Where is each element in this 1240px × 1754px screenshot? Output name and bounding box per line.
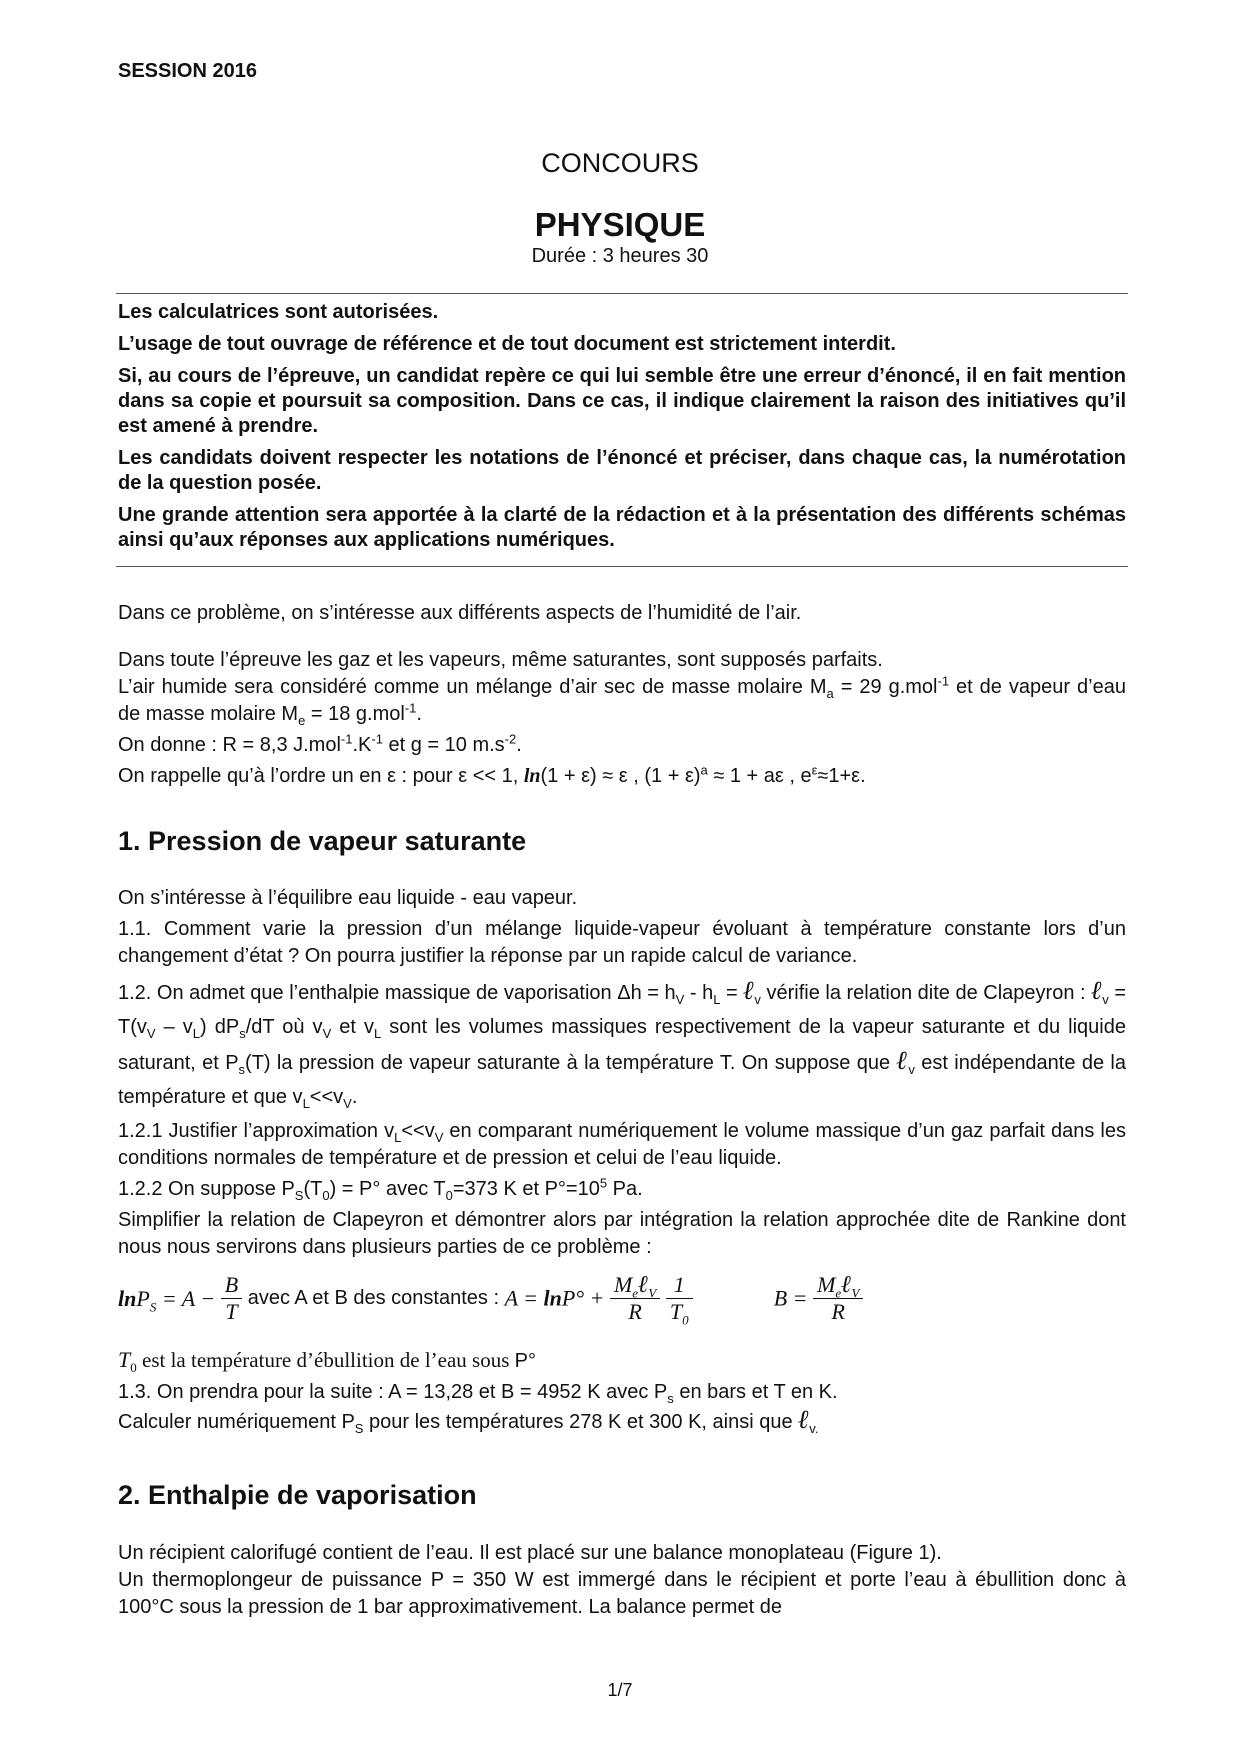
question-1-1: 1.1. Comment varie la pression d’un mélange liquide-vapeur évoluant à température constante lors d’un changement d’état ? On pourra justifier la réponse par un rapide calcul de variance. xyxy=(118,918,1126,967)
s2-paragraph-1: Un récipient calorifugé contient de l’eau. Il est placé sur une balance monoplateau (Figure 1). xyxy=(118,1542,942,1564)
intro-approximations: On rappelle qu’à l’ordre un en ε : pour ε << 1, ln(1 + ε) ≈ ε , $(1 + \varepsilon)^a \approx 1 + a\varepsilon$ , $e^\varepsilon\approx 1+\varepsilon$. xyxy=(118,762,866,787)
fraction-b-over-t: $\frac{B}{T}$ xyxy=(221,1272,242,1325)
t0-definition: $T_0$ est la température d’ébullition de l’eau sous P° xyxy=(118,1347,536,1375)
instructions-block xyxy=(118,300,1126,560)
section-2-title: 2. Enthalpie de vaporisation xyxy=(118,1480,477,1510)
fraction-1-over-t0: $\frac{1}{T_0}$ xyxy=(666,1272,693,1325)
s2-paragraph-2: Un thermoplongeur de puissance P = 350 W est immergé dans le récipient et porte l’eau à ébullition donc à 100°C sous la pression de 1 bar approximativement. La balance permet de xyxy=(118,1569,1126,1618)
page-number: 1/7 xyxy=(607,1680,633,1700)
intro-paragraph-1: Dans ce problème, on s’intéresse aux différents aspects de l’humidité de l’air. xyxy=(118,602,802,624)
intro-block xyxy=(118,600,1126,790)
concours-title: CONCOURS xyxy=(541,148,699,178)
session-label: SESSION 2016 xyxy=(118,60,257,82)
question-1-2: 1.2. On admet que l’enthalpie massique de vaporisation $\Delta h = h_V - h_L$ = ℓ$_v$ vérifie la relation dite de Clapeyron : ℓ$_v$ = $T(v_V - v_L)$ $dP_s/dT$ où $v_V$ et $v_L$ sont les volumes massiques respectivement de la vapeur saturante et du liquide saturant, et $P_s(T)$ la pression de vapeur saturante à la température T. On suppose que ℓ$_v$ est indépendante de la température et que $v_L<<v_V$. xyxy=(118,976,1127,1111)
intro-paragraph-3: L’air humide sera considéré comme un mélange d’air sec de masse molaire $M_a = 29$ g.mol$^{-1}$ et de vapeur d’eau de masse molaire $M_e = 18$ g.mol$^{-1}$. xyxy=(118,673,1126,728)
section-2-body xyxy=(118,1540,1126,1621)
rankine-formula: lnP$_S$ = A − $\frac{B}{T}$ avec A et B des constantes : A = lnP° + $\frac{M_e\ell_V}{R}$ $\frac{1}{T_0}$ B = $\frac{M_e\ell_V}{R}$ xyxy=(118,1272,1126,1336)
question-1-3: 1.3. On prendra pour la suite : A = 13,28 et B = 4952 K avec $P_s$ en bars et T en K. xyxy=(118,1381,838,1406)
instruction-notations: Les candidats doivent respecter les notations de l’énoncé et préciser, dans chaque cas, la numérotation de la question posée. xyxy=(118,447,1126,494)
instruction-errors: Si, au cours de l’épreuve, un candidat repère ce qui lui semble être une erreur d’énoncé, il en fait mention dans sa copie et poursuit sa composition. Dans ce cas, il indique clairement la raison des initiatives qu’il est amené à prendre. xyxy=(118,365,1126,437)
instruction-documents: L’usage de tout ouvrage de référence et de tout document est strictement interdit. xyxy=(118,333,896,355)
top-rule xyxy=(116,293,1128,294)
section-1-body xyxy=(118,885,1126,1261)
question-1-2-2: 1.2.2 On suppose $P_S(T_0) = P^\circ$ avec $T_0=373$ K et $P^\circ=10^5$ Pa. xyxy=(118,1175,643,1203)
intro-paragraph-2: Dans toute l’épreuve les gaz et les vapeurs, même saturantes, sont supposés parfaits. xyxy=(118,649,883,671)
fraction-me-lv-over-r: $\frac{M_e\ell_V}{R}$ xyxy=(610,1272,660,1325)
fraction-b-definition: $\frac{M_e\ell_V}{R}$ xyxy=(813,1272,863,1325)
question-1-2-1: 1.2.1 Justifier l’approximation $v_L<<v_V$ en comparant numériquement le volume massique d’un gaz parfait dans les conditions normales de température et de pression et celui de l’eau liquide. xyxy=(118,1120,1126,1169)
s1-paragraph-1: On s’intéresse à l’équilibre eau liquide - eau vapeur. xyxy=(118,887,578,909)
simplify-paragraph: Simplifier la relation de Clapeyron et démontrer alors par intégration la relation approchée dite de Rankine dont nous nous servirons dans plusieurs parties de ce problème : xyxy=(118,1209,1126,1258)
intro-constants: On donne : R = 8,3 $J.mol^{-1}.K^{-1}$ et g = 10 $m.s^{-2}$. xyxy=(118,731,522,756)
instruction-clarity: Une grande attention sera apportée à la clarté de la rédaction et à la présentation des différents schémas ainsi qu’aux réponses aux applications numériques. xyxy=(118,504,1126,551)
bottom-rule xyxy=(116,566,1128,567)
section-1-title: 1. Pression de vapeur saturante xyxy=(118,826,527,856)
instruction-calculators: Les calculatrices sont autorisées. xyxy=(118,301,439,323)
formula-text: avec A et B des constantes : xyxy=(247,1287,505,1309)
subject-title: PHYSIQUE xyxy=(534,206,706,243)
question-1-3-calc: Calculer numériquement $P_S$ pour les températures 278 K et 300 K, ainsi que ℓ$_{v.}$ xyxy=(118,1405,819,1436)
section-1-end xyxy=(118,1346,1126,1436)
duration-label: Durée : 3 heures 30 xyxy=(531,245,709,267)
